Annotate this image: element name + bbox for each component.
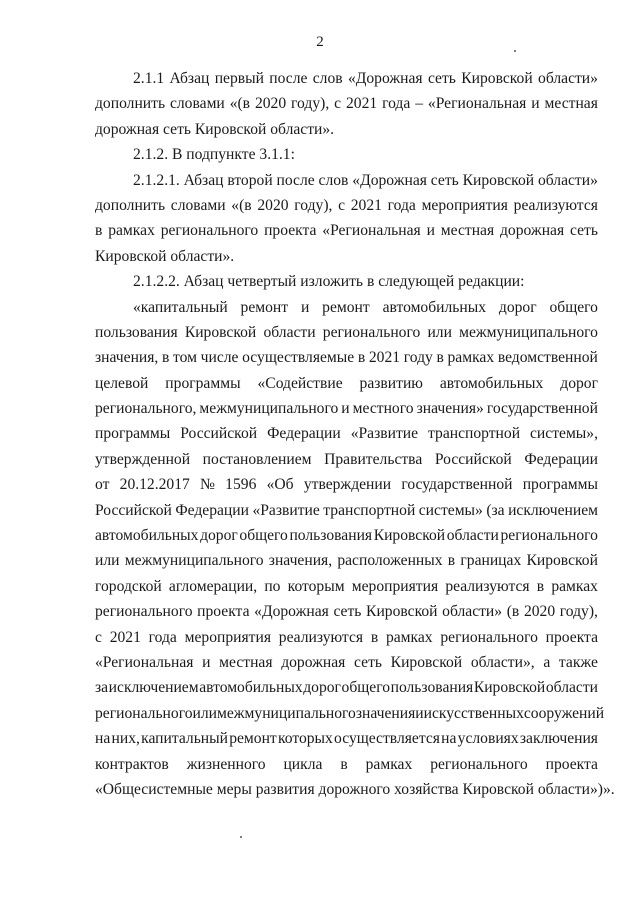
text-line: контрактов жизненного цикла в рамках регионального проекта <box>95 755 598 773</box>
paragraph-p-2-1-2 <box>95 142 598 167</box>
text-line: в рамках регионального проекта «Региональная и местная дорожная сеть <box>95 222 598 240</box>
text-line: 2.1.1 Абзац первый после слов «Дорожная сеть Кировской области» <box>133 70 598 87</box>
text-line: 2.1.2.1. Абзац второй после слов «Дорожная сеть Кировской области» <box>133 171 598 189</box>
text-line: регионального или межмуниципального значения и искусственных сооружений <box>95 704 605 722</box>
text-line: автомобильных дорог общего пользования Кировской области регионального <box>95 527 598 545</box>
paragraph-p-2-1-2-1 <box>95 168 598 270</box>
text-line: программы Российской Федерации «Развитие транспортной системы», <box>95 425 598 443</box>
text-line: или межмуниципального значения, расположенных в границах Кировской <box>95 552 598 570</box>
text-line: «капитальный ремонт и ремонт автомобильных дорог общего <box>133 298 598 316</box>
text-line: «Региональная и местная дорожная сеть Кировской области», а также <box>95 653 598 671</box>
page-number: 2 <box>316 34 324 50</box>
text-line: пользования Кировской области регионального или межмуниципального <box>95 323 598 341</box>
text-line: Кировской области». <box>95 247 235 265</box>
text-line: городской агломерации, по которым мероприятия реализуются в рамках <box>95 577 598 595</box>
text-line: целевой программы «Содействие развитию автомобильных дорог <box>95 374 598 392</box>
text-line: регионального, межмуниципального и местного значения» государственной <box>95 400 598 418</box>
text-line: 2.1.2. В подпункте 3.1.1: <box>133 146 295 164</box>
text-line: за исключением автомобильных дорог общего пользования Кировской области <box>95 679 598 697</box>
text-line: дополнить словами «(в 2020 году), с 2021 года – «Региональная и местная <box>95 95 598 113</box>
scan-speck <box>514 50 516 52</box>
paragraph-p-2-1-1 <box>95 66 598 142</box>
text-line: «Общесистемные меры развития дорожного хозяйства Кировской области»)». <box>95 780 615 798</box>
text-line: 2.1.2.2. Абзац четвертый изложить в следующей редакции: <box>133 273 525 291</box>
scan-speck <box>240 836 242 838</box>
text-line: дорожная сеть Кировской области». <box>95 120 335 138</box>
text-line: Российской Федерации «Развитие транспортной системы» (за исключением <box>95 501 598 519</box>
text-line: от 20.12.2017 № 1596 «Об утверждении государственной программы <box>95 476 598 494</box>
paragraph-p-2-1-2-2 <box>95 269 598 294</box>
text-line: регионального проекта «Дорожная сеть Кировской области» (в 2020 году), <box>95 603 598 621</box>
document-body <box>95 66 615 802</box>
paragraph-p-quote <box>95 295 615 803</box>
text-line: утвержденной постановлением Правительства Российской Федерации <box>95 450 598 468</box>
text-line: дополнить словами «(в 2020 году), с 2021 года мероприятия реализуются <box>95 196 598 214</box>
text-line: на них, капитальный ремонт которых осуществляется на условиях заключения <box>95 730 598 748</box>
text-line: с 2021 года мероприятия реализуются в рамках регионального проекта <box>95 628 598 646</box>
text-line: значения, в том числе осуществляемые в 2021 году в рамках ведомственной <box>95 349 598 367</box>
